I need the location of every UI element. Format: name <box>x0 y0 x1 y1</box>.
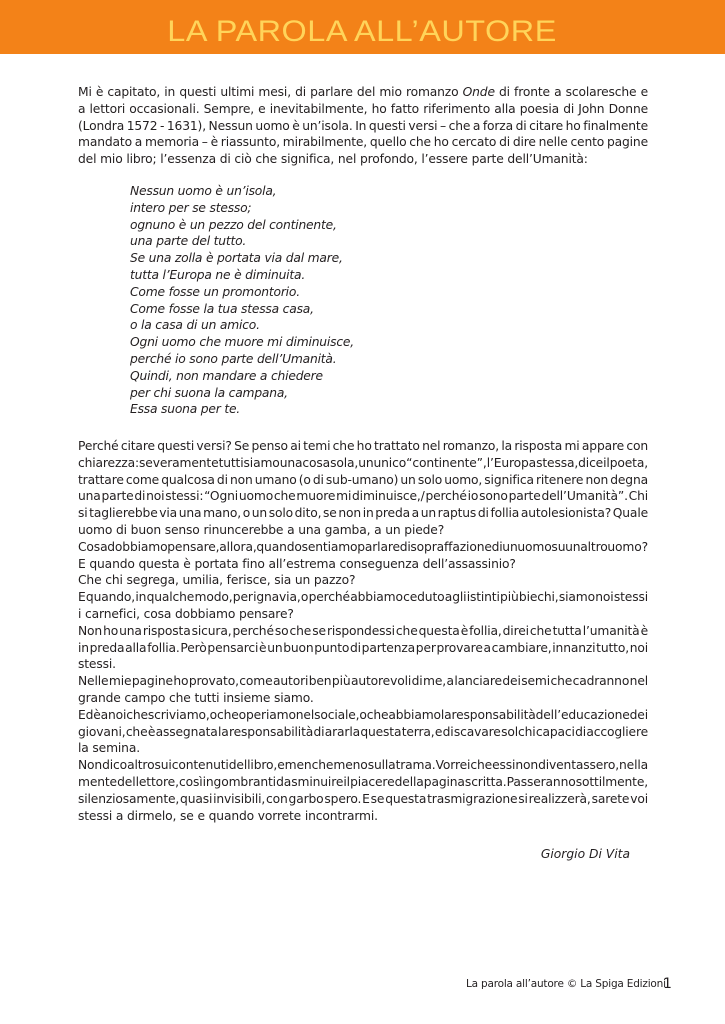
poem-line: per chi suona la campana, <box>130 385 288 400</box>
intro-paragraph <box>78 84 648 168</box>
body-line: Non ho una risposta sicura, perché so che se rispondessi che questa è follia, direi che tutta l’umanità è <box>78 623 648 638</box>
body-line: grande campo che tutti insieme siamo. <box>78 690 314 705</box>
body-line: Cosa dobbiamo pensare, allora, quando sentiamo parlare di sopraffazione di un uomo su un altro uomo? <box>78 539 648 554</box>
intro-line: a lettori occasionali. Sempre, e inevitabilmente, ho fatto riferimento alla poesia di John Donne <box>78 101 648 116</box>
body-line: silenziosamente, quasi invisibili, con garbo spero. E se questa trasmigrazione si realizzerà, sarete voi <box>78 791 648 806</box>
body-line: stessi. <box>78 657 116 672</box>
page-number: 1 <box>663 976 672 992</box>
intro-line: Mi è capitato, in questi ultimi mesi, di parlare del mio romanzo Onde di fronte a scolaresche e <box>78 85 649 99</box>
poem-line: Come fosse un promontorio. <box>130 284 300 299</box>
poem-line: tutta l’Europa ne è diminuita. <box>130 267 306 282</box>
poem-line: Ogni uomo che muore mi diminuisce, <box>130 335 354 350</box>
body-line: la semina. <box>78 741 140 756</box>
poem-quote <box>130 183 354 418</box>
body-line: E quando questa è portata fino all’estrema conseguenza dell’assassinio? <box>78 556 516 571</box>
body-line: trattare come qualcosa di non umano (o di sub-umano) un solo uomo, significa ritenere non degna <box>78 472 648 487</box>
poem-line: perché io sono parte dell’Umanità. <box>130 351 337 366</box>
body-line: Perché citare questi versi? Se penso ai temi che ho trattato nel romanzo, la risposta mi appare con <box>78 439 648 453</box>
footer-credit: La parola all’autore © La Spiga Edizioni <box>466 978 666 990</box>
body-line: E quando, in qualche modo, per ignavia, o perché abbiamo ceduto agli istinti più biechi, siamo noi stessi <box>78 590 648 605</box>
body-line: si taglierebbe via una mano, o un solo dito, se non in preda a un raptus di follia autolesionista? Quale <box>78 506 649 521</box>
body-line: mente del lettore, così ingombranti da sminuire il piacere della pagina scritta. Passeranno sottilmente, <box>78 774 648 789</box>
body-line: stessi a dirmelo, se e quando vorrete incontrarmi. <box>78 808 378 823</box>
body-line: i carnefici, cosa dobbiamo pensare? <box>78 606 294 621</box>
intro-line: mandato a memoria – è riassunto, mirabilmente, quello che ho cercato di dire nelle cento pagine <box>78 135 648 150</box>
page-header-band <box>0 0 725 54</box>
body-line: Che chi segrega, umilia, ferisce, sia un pazzo? <box>78 573 356 588</box>
body-line: Ed è a noi che scriviamo, o che operiamo nel sociale, o che abbiamo la responsabilità dell’educazione dei <box>78 707 648 722</box>
body-line: in preda alla follia. Però pensarci è un buon punto di partenza per provare a cambiare, innanzi tutto, noi <box>78 640 648 655</box>
body-line: giovani, che è assegnata la responsabilità di ararla questa terra, e di scavare solchi capaci di accogliere <box>78 724 648 739</box>
body-line: Nelle mie pagine ho provato, come autori ben più autorevoli di me, a lanciare dei semi che cadranno nel <box>78 674 648 689</box>
poem-line: Se una zolla è portata via dal mare, <box>130 251 343 266</box>
body-line: una parte di noi stessi: “Ogni uomo che muore mi diminuisce,/ perché io sono parte dell’Umanità”. Chi <box>78 489 648 504</box>
author-signature: Giorgio Di Vita <box>540 847 630 861</box>
poem-line: Essa suona per te. <box>130 402 241 417</box>
poem-line: o la casa di un amico. <box>130 318 260 333</box>
poem-line: intero per se stesso; <box>130 200 252 215</box>
intro-line: del mio libro; l’essenza di ciò che significa, nel profondo, l’essere parte dell’Umanità: <box>78 152 588 167</box>
poem-line: Nessun uomo è un’isola, <box>130 184 277 198</box>
page-title: LA PAROLA ALL’AUTORE <box>167 15 557 48</box>
book-title: Onde <box>462 85 495 99</box>
poem-line: Come fosse la tua stessa casa, <box>130 301 314 316</box>
body-line: chiarezza: se veramente tutti siamo una cosa sola, un unico “continente”, l’Europa stessa, dice il poeta, <box>78 455 648 470</box>
body-line: Non dico altro sui contenuti del libro, e men che meno sulla trama. Vorrei che essi non diventassero, nella <box>78 758 648 773</box>
poem-line: ognuno è un pezzo del continente, <box>130 217 337 232</box>
poem-line: Quindi, non mandare a chiedere <box>130 368 323 383</box>
poem-line: una parte del tutto. <box>130 234 247 249</box>
body-line: uomo di buon senso rinuncerebbe a una gamba, a un piede? <box>78 522 445 537</box>
intro-line: (Londra 1572 - 1631), Nessun uomo è un’isola. In questi versi – che a forza di citare ho finalmente <box>78 118 648 133</box>
body-paragraphs <box>78 438 648 824</box>
